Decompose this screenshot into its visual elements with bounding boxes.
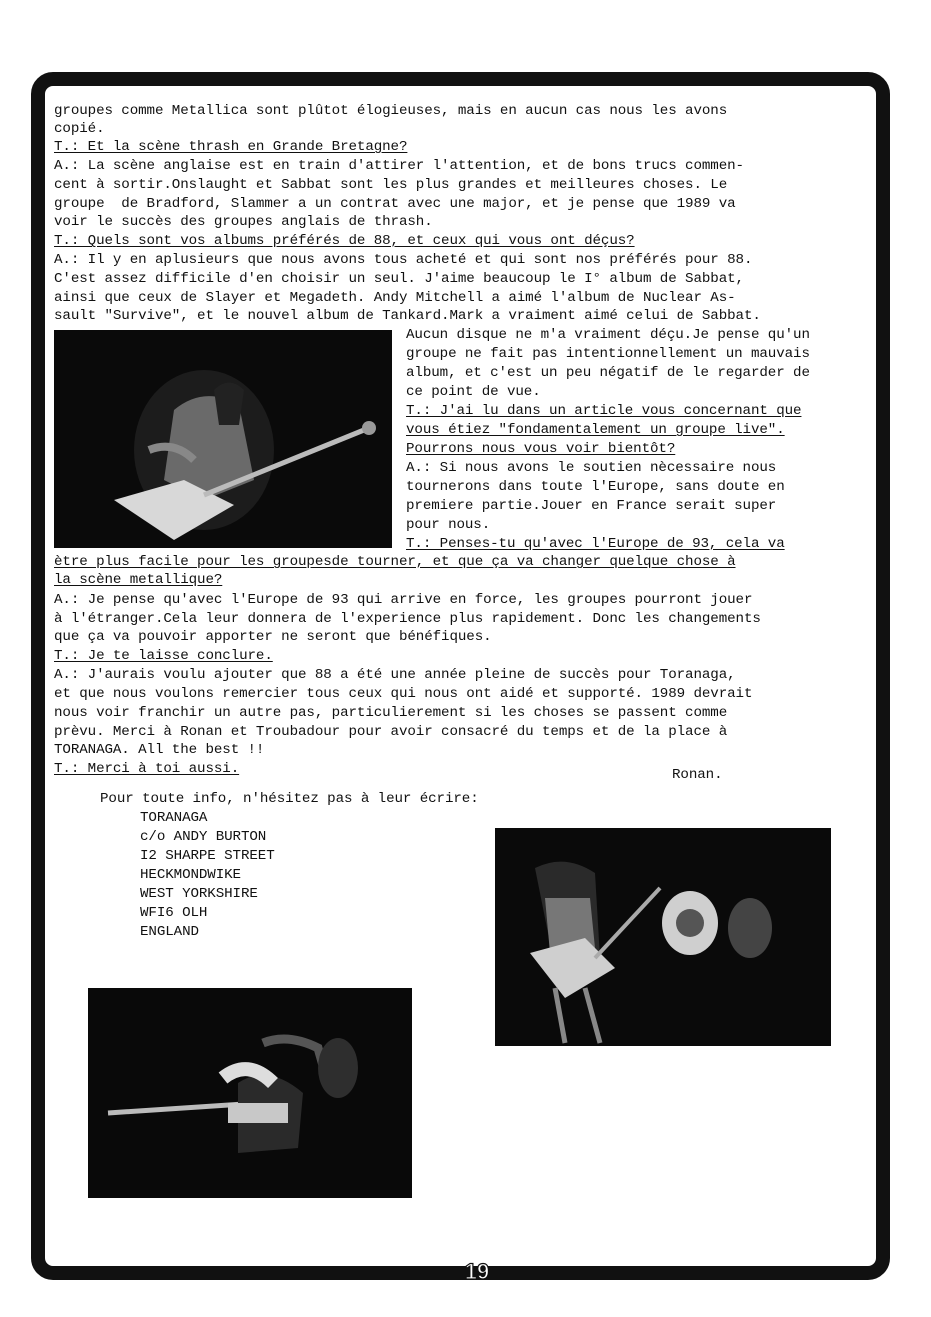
page-number: 19 [464,1259,490,1284]
question-line: T.: Et la scène thrash en Grande Bretagne? [54,139,408,155]
text-line: A.: La scène anglaise est en train d'attirer l'attention, et de bons trucs commen- [54,158,744,174]
question-line: T.: Je te laisse conclure. [54,648,273,664]
text-line: A.: J'aurais voulu ajouter que 88 a été une année pleine de succès pour Toranaga, [54,667,736,683]
question-line: T.: J'ai lu dans un article vous concernant que [406,403,802,419]
address-line: c/o ANDY BURTON [140,829,267,845]
question-line: ètre plus facile pour les groupesde tourner, et que ça va changer quelque chose à [54,554,736,570]
address-line: WFI6 OLH [140,905,208,921]
photo-bassist [88,988,412,1198]
text-line: prèvu. Merci à Ronan et Troubadour pour avoir consacré du temps et de la place à [54,724,728,740]
text-line: et que nous voulons remercier tous ceux qui nous ont aidé et supporté. 1989 devrait [54,686,753,702]
signature: Ronan. [672,767,723,783]
text-line: copié. [54,121,105,137]
text-line: album, et c'est un peu négatif de le regarder de [406,365,810,381]
text-line: C'est assez difficile d'en choisir un seul. J'aime beaucoup le I° album de Sabbat, [54,271,744,287]
address-line: ENGLAND [140,924,199,940]
text-line: que ça va pouvoir apporter ne seront que bénéfiques. [54,629,492,645]
question-line: T.: Penses-tu qu'avec l'Europe de 93, cela va [406,536,785,552]
address-line: HECKMONDWIKE [140,867,241,883]
text-line: tournerons dans toute l'Europe, sans doute en [406,479,785,495]
text-line: sault "Survive", et le nouvel album de Tankard.Mark a vraiment aimé celui de Sabbat. [54,308,761,324]
text-line: à l'étranger.Cela leur donnera de l'experience plus rapidement. Donc les changements [54,611,761,627]
text-line: A.: Si nous avons le soutien nècessaire nous [406,460,777,476]
photo-band [495,828,831,1046]
contact-intro: Pour toute info, n'hésitez pas à leur écrire: [100,791,479,807]
text-line: A.: Il y en aplusieurs que nous avons tous acheté et qui sont nos préférés pour 88. [54,252,753,268]
address-line: I2 SHARPE STREET [140,848,275,864]
text-line: Aucun disque ne m'a vraiment déçu.Je pense qu'un [406,327,810,343]
address-line: WEST YORKSHIRE [140,886,258,902]
question-line: T.: Quels sont vos albums préférés de 88, et ceux qui vous ont déçus? [54,233,635,249]
text-line: ce point de vue. [406,384,541,400]
text-line: voir le succès des groupes anglais de thrash. [54,214,433,230]
text-line: nous voir franchir un autre pas, particulierement si les choses se passent comme [54,705,728,721]
question-line: T.: Merci à toi aussi. [54,761,240,777]
question-line: vous étiez "fondamentalement un groupe live". [406,422,785,438]
question-line: Pourrons nous vous voir bientôt? [406,441,676,457]
text-line: cent à sortir.Onslaught et Sabbat sont les plus grandes et meilleures choses. Le [54,177,728,193]
text-line: groupes comme Metallica sont plûtot élogieuses, mais en aucun cas nous les avons [54,103,728,119]
photo-guitarist [54,330,392,548]
text-line: premiere partie.Jouer en France serait super [406,498,777,514]
text-line: ainsi que ceux de Slayer et Megadeth. Andy Mitchell a aimé l'album de Nuclear As- [54,290,736,306]
text-line: A.: Je pense qu'avec l'Europe de 93 qui arrive en force, les groupes pourront jouer [54,592,753,608]
text-line: TORANAGA. All the best !! [54,742,265,758]
text-line: groupe ne fait pas intentionnellement un mauvais [406,346,810,362]
text-line: pour nous. [406,517,491,533]
question-line: la scène metallique? [54,572,223,588]
text-line: groupe de Bradford, Slammer a un contrat avec une major, et je pense que 1989 va [54,196,736,212]
address-line: TORANAGA [140,810,208,826]
